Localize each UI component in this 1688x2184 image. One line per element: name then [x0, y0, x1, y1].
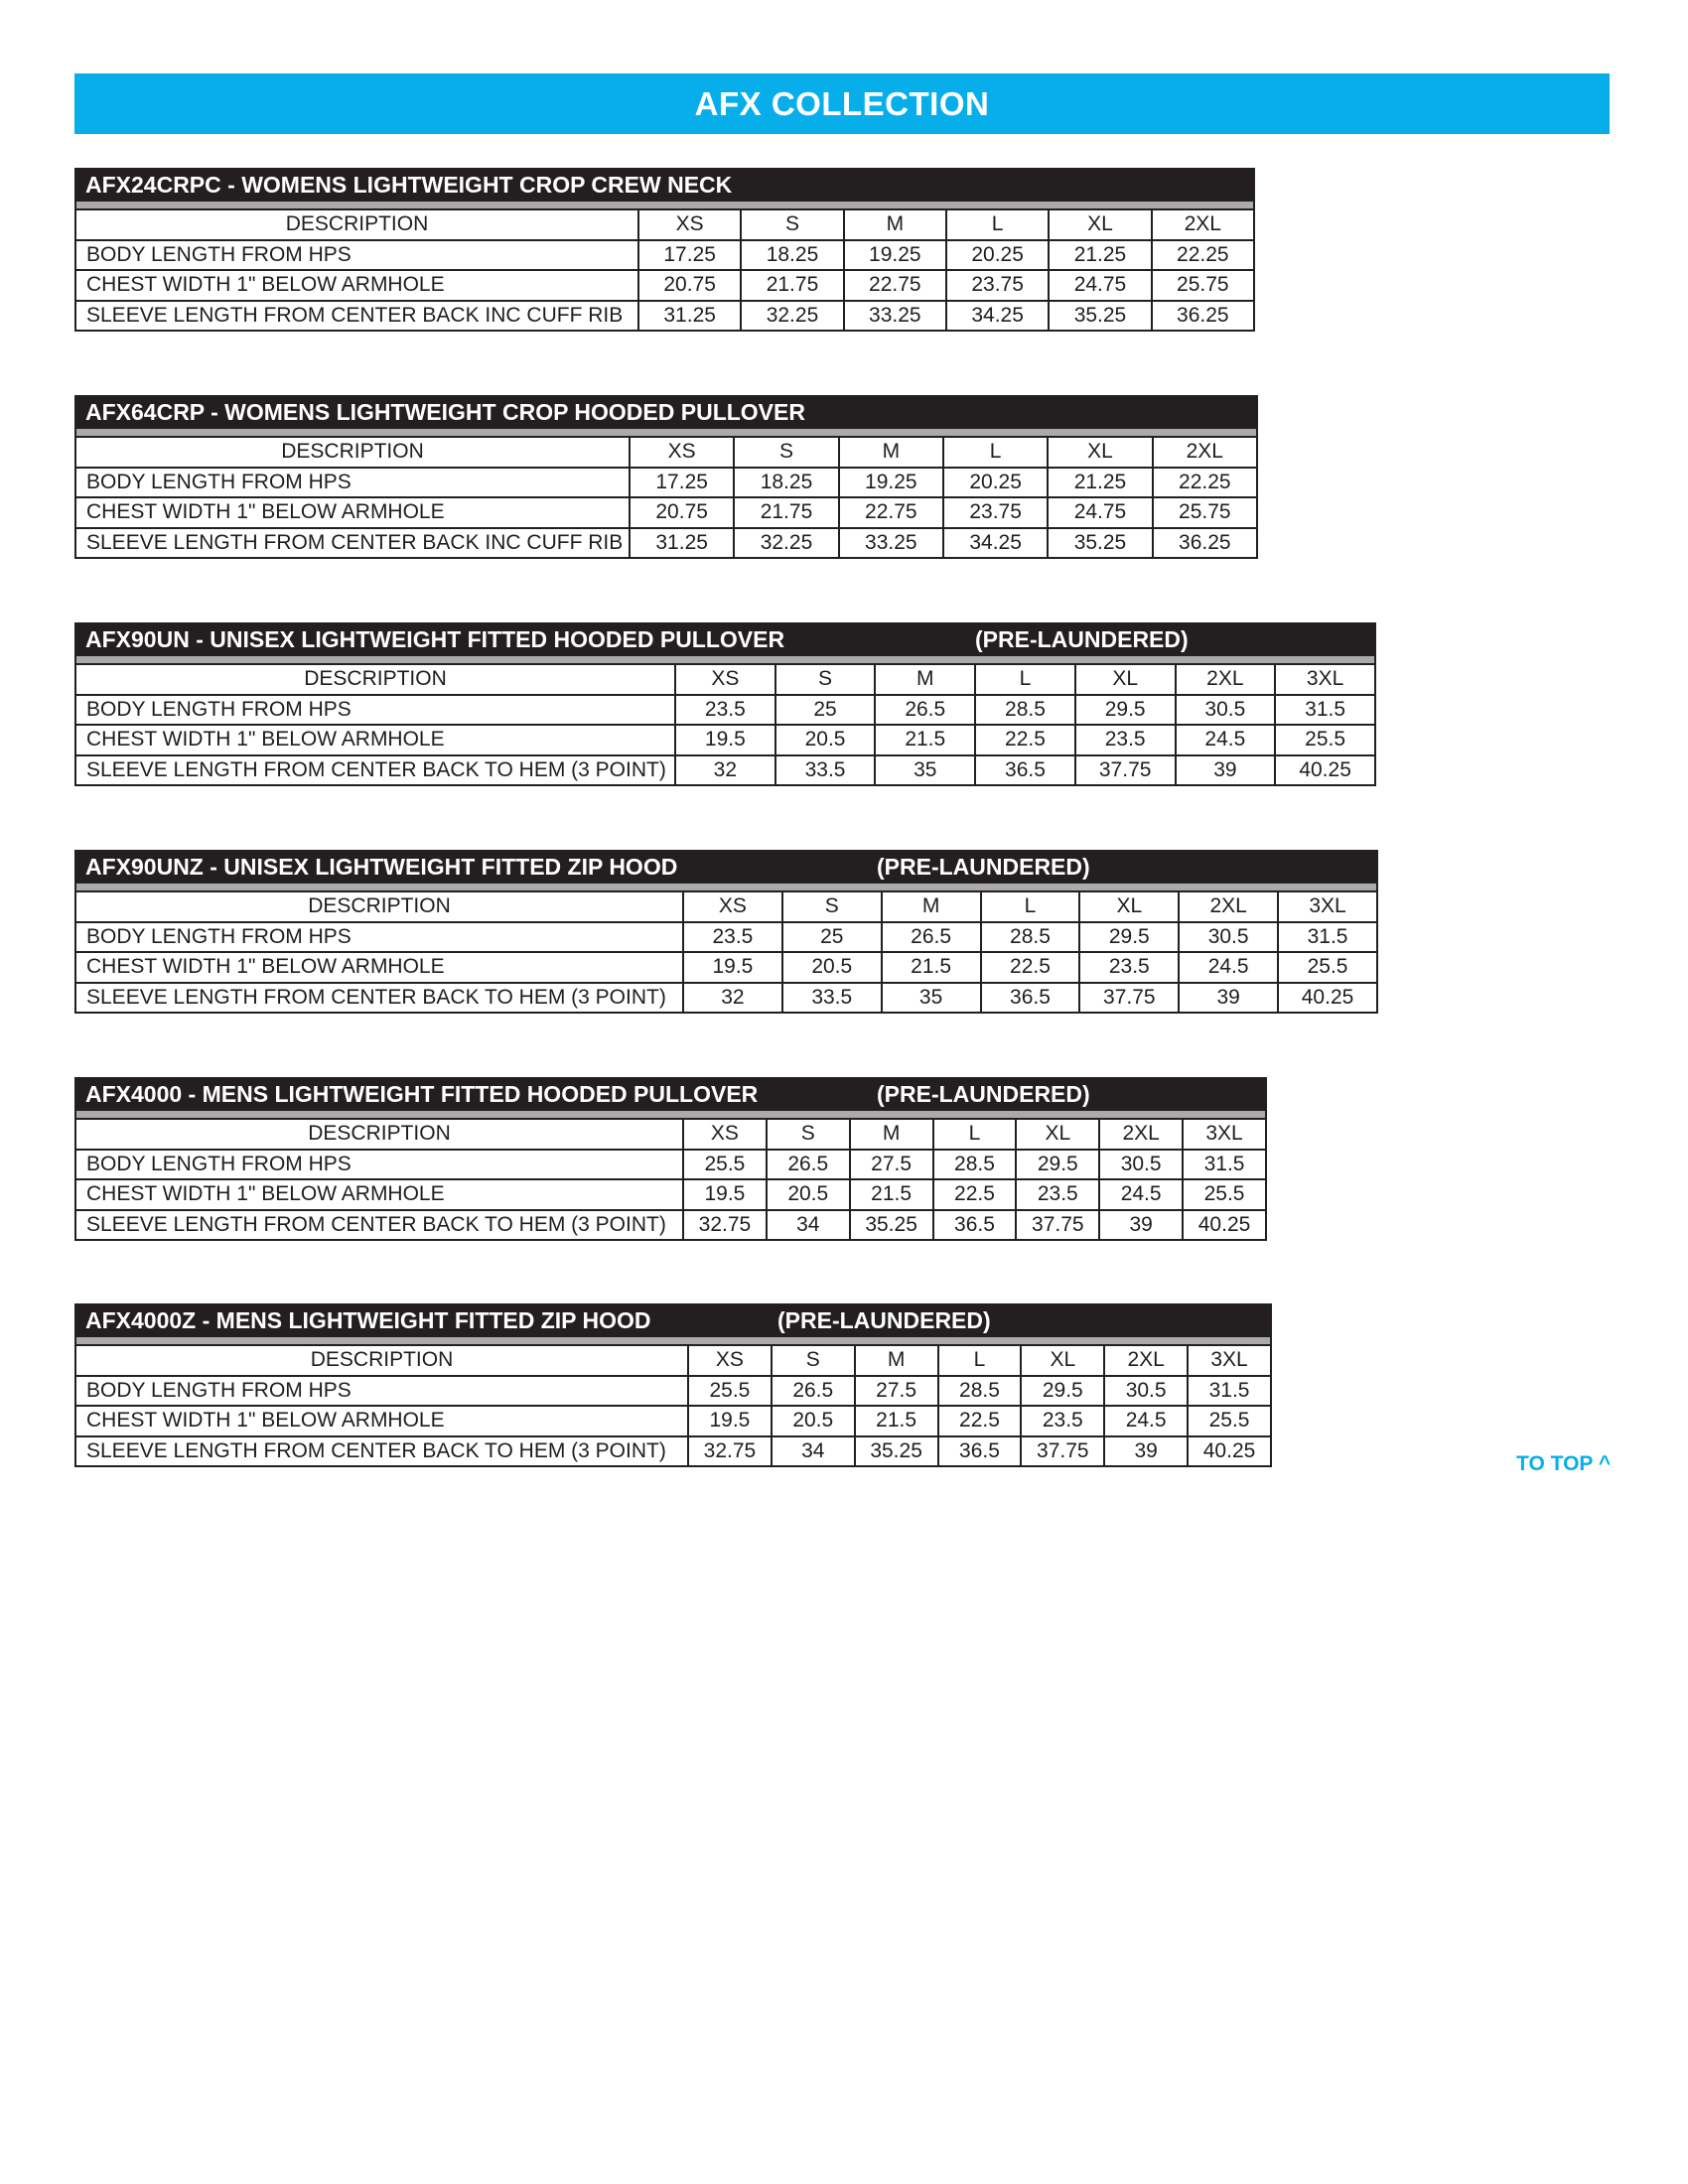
size-header: 2XL [1152, 209, 1254, 240]
measurement-value: 35.25 [850, 1210, 933, 1241]
size-header-row [75, 1119, 1266, 1150]
measurement-value: 31.25 [630, 528, 734, 559]
size-header: M [882, 891, 981, 922]
size-header: L [943, 437, 1048, 468]
measurement-value: 30.5 [1104, 1376, 1188, 1407]
measurement-value: 21.75 [741, 270, 843, 301]
to-top-link[interactable]: TO TOP ^ [1516, 1452, 1612, 1475]
chart-title: AFX4000Z - MENS LIGHTWEIGHT FITTED ZIP HOOD [85, 1307, 651, 1333]
measurement-label: SLEEVE LENGTH FROM CENTER BACK TO HEM (3 POINT) [75, 983, 683, 1014]
measurement-label: CHEST WIDTH 1" BELOW ARMHOLE [75, 1406, 688, 1436]
chart-title: AFX24CRPC - WOMENS LIGHTWEIGHT CROP CREW NECK [85, 172, 733, 198]
measurement-value: 25.5 [1278, 952, 1377, 983]
measurement-row [75, 755, 1375, 786]
size-header-row [75, 664, 1375, 695]
measurement-value: 33.25 [839, 528, 943, 559]
measurement-row [75, 983, 1377, 1014]
chart-divider-strip [74, 1337, 1272, 1344]
collection-banner [74, 73, 1610, 134]
size-header: S [782, 891, 882, 922]
measurement-value: 22.5 [938, 1406, 1022, 1436]
measurement-value: 21.25 [1049, 240, 1151, 271]
size-chart [74, 622, 1376, 786]
measurement-value: 32.75 [683, 1210, 767, 1241]
measurement-row [75, 1210, 1266, 1241]
measurement-value: 30.5 [1179, 922, 1278, 953]
measurement-value: 35.25 [1048, 528, 1152, 559]
measurement-value: 20.25 [946, 240, 1049, 271]
measurement-value: 20.5 [782, 952, 882, 983]
measurement-label: SLEEVE LENGTH FROM CENTER BACK INC CUFF RIB [75, 528, 630, 559]
measurement-row [75, 695, 1375, 726]
measurement-value: 37.75 [1016, 1210, 1099, 1241]
measurement-value: 28.5 [975, 695, 1075, 726]
measurement-value: 33.5 [782, 983, 882, 1014]
size-header-row [75, 1345, 1271, 1376]
size-header: L [938, 1345, 1022, 1376]
measurement-value: 28.5 [938, 1376, 1022, 1407]
size-table [74, 208, 1255, 332]
measurement-value: 39 [1179, 983, 1278, 1014]
measurement-value: 39 [1099, 1210, 1183, 1241]
measurement-row [75, 1376, 1271, 1407]
measurement-label: SLEEVE LENGTH FROM CENTER BACK TO HEM (3 POINT) [75, 1210, 683, 1241]
measurement-value: 31.5 [1278, 922, 1377, 953]
measurement-value: 25.5 [1188, 1406, 1271, 1436]
measurement-value: 31.5 [1183, 1150, 1266, 1180]
measurement-value: 37.75 [1079, 983, 1179, 1014]
size-header: S [734, 437, 838, 468]
size-header: M [850, 1119, 933, 1150]
size-header: XL [1079, 891, 1179, 922]
description-header: DESCRIPTION [75, 664, 675, 695]
measurement-value: 23.75 [943, 497, 1048, 528]
measurement-value: 32.25 [734, 528, 838, 559]
size-header-row [75, 209, 1254, 240]
measurement-value: 22.25 [1152, 240, 1254, 271]
measurement-row [75, 468, 1257, 498]
measurement-value: 20.5 [775, 725, 876, 755]
measurement-label: CHEST WIDTH 1" BELOW ARMHOLE [75, 725, 675, 755]
size-header: L [981, 891, 1080, 922]
measurement-row [75, 1406, 1271, 1436]
measurement-value: 32.75 [688, 1436, 772, 1467]
measurement-value: 19.5 [688, 1406, 772, 1436]
measurement-value: 34.25 [946, 301, 1049, 332]
chart-title-bar [74, 1077, 1267, 1111]
measurement-row [75, 497, 1257, 528]
measurement-value: 20.25 [943, 468, 1048, 498]
size-header: M [875, 664, 975, 695]
size-header: L [946, 209, 1049, 240]
size-header: XL [1075, 664, 1176, 695]
measurement-value: 22.5 [933, 1179, 1017, 1210]
measurement-value: 40.25 [1188, 1436, 1271, 1467]
measurement-value: 34.25 [943, 528, 1048, 559]
measurement-row [75, 528, 1257, 559]
measurement-label: CHEST WIDTH 1" BELOW ARMHOLE [75, 497, 630, 528]
measurement-value: 25.5 [1275, 725, 1375, 755]
measurement-value: 31.25 [638, 301, 741, 332]
measurement-value: 25 [782, 922, 882, 953]
pre-laundered-note: (PRE-LAUNDERED) [777, 1307, 991, 1333]
size-header-row [75, 891, 1377, 922]
measurement-row [75, 301, 1254, 332]
chart-title-bar [74, 850, 1378, 884]
measurement-value: 29.5 [1079, 922, 1179, 953]
measurement-value: 24.5 [1176, 725, 1276, 755]
measurement-value: 22.5 [981, 952, 1080, 983]
chart-divider-strip [74, 884, 1378, 890]
measurement-value: 29.5 [1075, 695, 1176, 726]
size-header: 3XL [1183, 1119, 1266, 1150]
size-header: 3XL [1275, 664, 1375, 695]
measurement-value: 20.5 [767, 1179, 850, 1210]
measurement-value: 19.25 [839, 468, 943, 498]
size-header: XS [688, 1345, 772, 1376]
measurement-row [75, 952, 1377, 983]
description-header: DESCRIPTION [75, 209, 638, 240]
measurement-row [75, 1150, 1266, 1180]
measurement-label: SLEEVE LENGTH FROM CENTER BACK TO HEM (3 POINT) [75, 755, 675, 786]
measurement-value: 35.25 [1049, 301, 1151, 332]
measurement-value: 23.5 [1075, 725, 1176, 755]
size-header: 2XL [1176, 664, 1276, 695]
measurement-value: 20.75 [638, 270, 741, 301]
size-header: 2XL [1099, 1119, 1183, 1150]
measurement-row [75, 922, 1377, 953]
measurement-value: 31.5 [1275, 695, 1375, 726]
size-header: XS [683, 891, 782, 922]
measurement-value: 28.5 [933, 1150, 1017, 1180]
size-header: M [855, 1345, 938, 1376]
chart-title: AFX4000 - MENS LIGHTWEIGHT FITTED HOODED PULLOVER [85, 1081, 759, 1107]
size-chart [74, 168, 1255, 332]
measurement-value: 26.5 [875, 695, 975, 726]
chart-title-bar [74, 1303, 1272, 1337]
chart-title-bar [74, 168, 1255, 202]
size-header: S [772, 1345, 855, 1376]
measurement-row [75, 1179, 1266, 1210]
size-header: L [933, 1119, 1017, 1150]
measurement-value: 25.5 [1183, 1179, 1266, 1210]
measurement-row [75, 270, 1254, 301]
measurement-value: 25.75 [1153, 497, 1257, 528]
measurement-label: SLEEVE LENGTH FROM CENTER BACK INC CUFF RIB [75, 301, 638, 332]
measurement-label: CHEST WIDTH 1" BELOW ARMHOLE [75, 1179, 683, 1210]
description-header: DESCRIPTION [75, 891, 683, 922]
measurement-value: 36.5 [975, 755, 1075, 786]
measurement-value: 23.5 [683, 922, 782, 953]
measurement-value: 17.25 [630, 468, 734, 498]
size-header: M [839, 437, 943, 468]
measurement-value: 21.25 [1048, 468, 1152, 498]
measurement-value: 26.5 [772, 1376, 855, 1407]
size-table [74, 890, 1378, 1014]
measurement-value: 39 [1104, 1436, 1188, 1467]
size-header: L [975, 664, 1075, 695]
size-header: M [844, 209, 946, 240]
size-header: 3XL [1188, 1345, 1271, 1376]
size-header: 2XL [1153, 437, 1257, 468]
measurement-row [75, 725, 1375, 755]
size-header: XS [638, 209, 741, 240]
measurement-value: 36.5 [981, 983, 1080, 1014]
measurement-value: 22.75 [844, 270, 946, 301]
chart-title-bar [74, 622, 1376, 656]
pre-laundered-note: (PRE-LAUNDERED) [877, 1081, 1090, 1107]
measurement-label: BODY LENGTH FROM HPS [75, 240, 638, 271]
measurement-value: 19.5 [683, 1179, 767, 1210]
measurement-value: 35 [875, 755, 975, 786]
measurement-value: 28.5 [981, 922, 1080, 953]
measurement-value: 20.75 [630, 497, 734, 528]
chart-divider-strip [74, 1111, 1267, 1118]
size-header: XL [1049, 209, 1151, 240]
description-header: DESCRIPTION [75, 437, 630, 468]
size-header: 2XL [1104, 1345, 1188, 1376]
measurement-value: 40.25 [1183, 1210, 1266, 1241]
measurement-value: 19.5 [675, 725, 775, 755]
measurement-value: 27.5 [850, 1150, 933, 1180]
chart-title: AFX90UN - UNISEX LIGHTWEIGHT FITTED HOODED PULLOVER [85, 626, 785, 652]
measurement-value: 25.5 [683, 1150, 767, 1180]
measurement-value: 25.5 [688, 1376, 772, 1407]
measurement-value: 20.5 [772, 1406, 855, 1436]
size-table [74, 1344, 1272, 1467]
measurement-value: 24.75 [1048, 497, 1152, 528]
chart-title-bar [74, 395, 1258, 429]
measurement-label: SLEEVE LENGTH FROM CENTER BACK TO HEM (3 POINT) [75, 1436, 688, 1467]
size-header-row [75, 437, 1257, 468]
measurement-value: 32 [675, 755, 775, 786]
chart-divider-strip [74, 429, 1258, 436]
measurement-row [75, 1436, 1271, 1467]
measurement-value: 22.5 [975, 725, 1075, 755]
measurement-value: 23.5 [1021, 1406, 1104, 1436]
measurement-value: 35.25 [855, 1436, 938, 1467]
chart-title: AFX90UNZ - UNISEX LIGHTWEIGHT FITTED ZIP HOOD [85, 854, 678, 880]
size-chart [74, 395, 1258, 559]
measurement-value: 36.25 [1153, 528, 1257, 559]
measurement-value: 31.5 [1188, 1376, 1271, 1407]
size-header: XS [630, 437, 734, 468]
measurement-value: 26.5 [767, 1150, 850, 1180]
size-header: S [775, 664, 876, 695]
measurement-value: 29.5 [1016, 1150, 1099, 1180]
size-table [74, 436, 1258, 559]
size-header: XL [1048, 437, 1152, 468]
measurement-value: 22.25 [1153, 468, 1257, 498]
chart-title: AFX64CRP - WOMENS LIGHTWEIGHT CROP HOODED PULLOVER [85, 399, 805, 425]
size-header: S [767, 1119, 850, 1150]
measurement-value: 21.75 [734, 497, 838, 528]
measurement-value: 19.5 [683, 952, 782, 983]
measurement-value: 36.5 [938, 1436, 1022, 1467]
size-header: XS [683, 1119, 767, 1150]
measurement-value: 30.5 [1099, 1150, 1183, 1180]
description-header: DESCRIPTION [75, 1119, 683, 1150]
measurement-value: 25.75 [1152, 270, 1254, 301]
measurement-value: 21.5 [875, 725, 975, 755]
measurement-value: 34 [772, 1436, 855, 1467]
measurement-value: 23.75 [946, 270, 1049, 301]
measurement-value: 40.25 [1275, 755, 1375, 786]
measurement-value: 21.5 [850, 1179, 933, 1210]
measurement-value: 24.75 [1049, 270, 1151, 301]
measurement-label: CHEST WIDTH 1" BELOW ARMHOLE [75, 952, 683, 983]
size-header: 2XL [1179, 891, 1278, 922]
measurement-value: 19.25 [844, 240, 946, 271]
measurement-value: 39 [1176, 755, 1276, 786]
measurement-value: 27.5 [855, 1376, 938, 1407]
size-chart [74, 1303, 1272, 1467]
measurement-value: 23.5 [1016, 1179, 1099, 1210]
chart-divider-strip [74, 656, 1376, 663]
description-header: DESCRIPTION [75, 1345, 688, 1376]
measurement-label: BODY LENGTH FROM HPS [75, 1150, 683, 1180]
measurement-value: 36.5 [933, 1210, 1017, 1241]
measurement-value: 24.5 [1104, 1406, 1188, 1436]
measurement-label: BODY LENGTH FROM HPS [75, 468, 630, 498]
measurement-value: 22.75 [839, 497, 943, 528]
measurement-value: 32 [683, 983, 782, 1014]
chart-divider-strip [74, 202, 1255, 208]
measurement-value: 30.5 [1176, 695, 1276, 726]
measurement-value: 36.25 [1152, 301, 1254, 332]
size-table [74, 663, 1376, 786]
measurement-value: 33.25 [844, 301, 946, 332]
size-chart [74, 1077, 1267, 1241]
measurement-value: 35 [882, 983, 981, 1014]
measurement-row [75, 240, 1254, 271]
measurement-value: 37.75 [1075, 755, 1176, 786]
measurement-value: 34 [767, 1210, 850, 1241]
collection-title: AFX COLLECTION [694, 84, 990, 122]
size-table [74, 1118, 1267, 1241]
size-header: XS [675, 664, 775, 695]
size-chart [74, 850, 1378, 1014]
measurement-label: BODY LENGTH FROM HPS [75, 1376, 688, 1407]
measurement-value: 21.5 [882, 952, 981, 983]
measurement-label: BODY LENGTH FROM HPS [75, 695, 675, 726]
size-header: S [741, 209, 843, 240]
pre-laundered-note: (PRE-LAUNDERED) [877, 854, 1090, 880]
measurement-value: 23.5 [1079, 952, 1179, 983]
size-header: XL [1021, 1345, 1104, 1376]
size-header: 3XL [1278, 891, 1377, 922]
size-header: XL [1016, 1119, 1099, 1150]
measurement-value: 24.5 [1179, 952, 1278, 983]
measurement-value: 17.25 [638, 240, 741, 271]
measurement-value: 18.25 [734, 468, 838, 498]
measurement-value: 40.25 [1278, 983, 1377, 1014]
measurement-value: 24.5 [1099, 1179, 1183, 1210]
measurement-value: 37.75 [1021, 1436, 1104, 1467]
measurement-value: 29.5 [1021, 1376, 1104, 1407]
measurement-value: 18.25 [741, 240, 843, 271]
measurement-value: 26.5 [882, 922, 981, 953]
measurement-value: 21.5 [855, 1406, 938, 1436]
measurement-label: CHEST WIDTH 1" BELOW ARMHOLE [75, 270, 638, 301]
measurement-value: 33.5 [775, 755, 876, 786]
measurement-value: 25 [775, 695, 876, 726]
measurement-value: 32.25 [741, 301, 843, 332]
measurement-label: BODY LENGTH FROM HPS [75, 922, 683, 953]
pre-laundered-note: (PRE-LAUNDERED) [975, 626, 1189, 652]
measurement-value: 23.5 [675, 695, 775, 726]
